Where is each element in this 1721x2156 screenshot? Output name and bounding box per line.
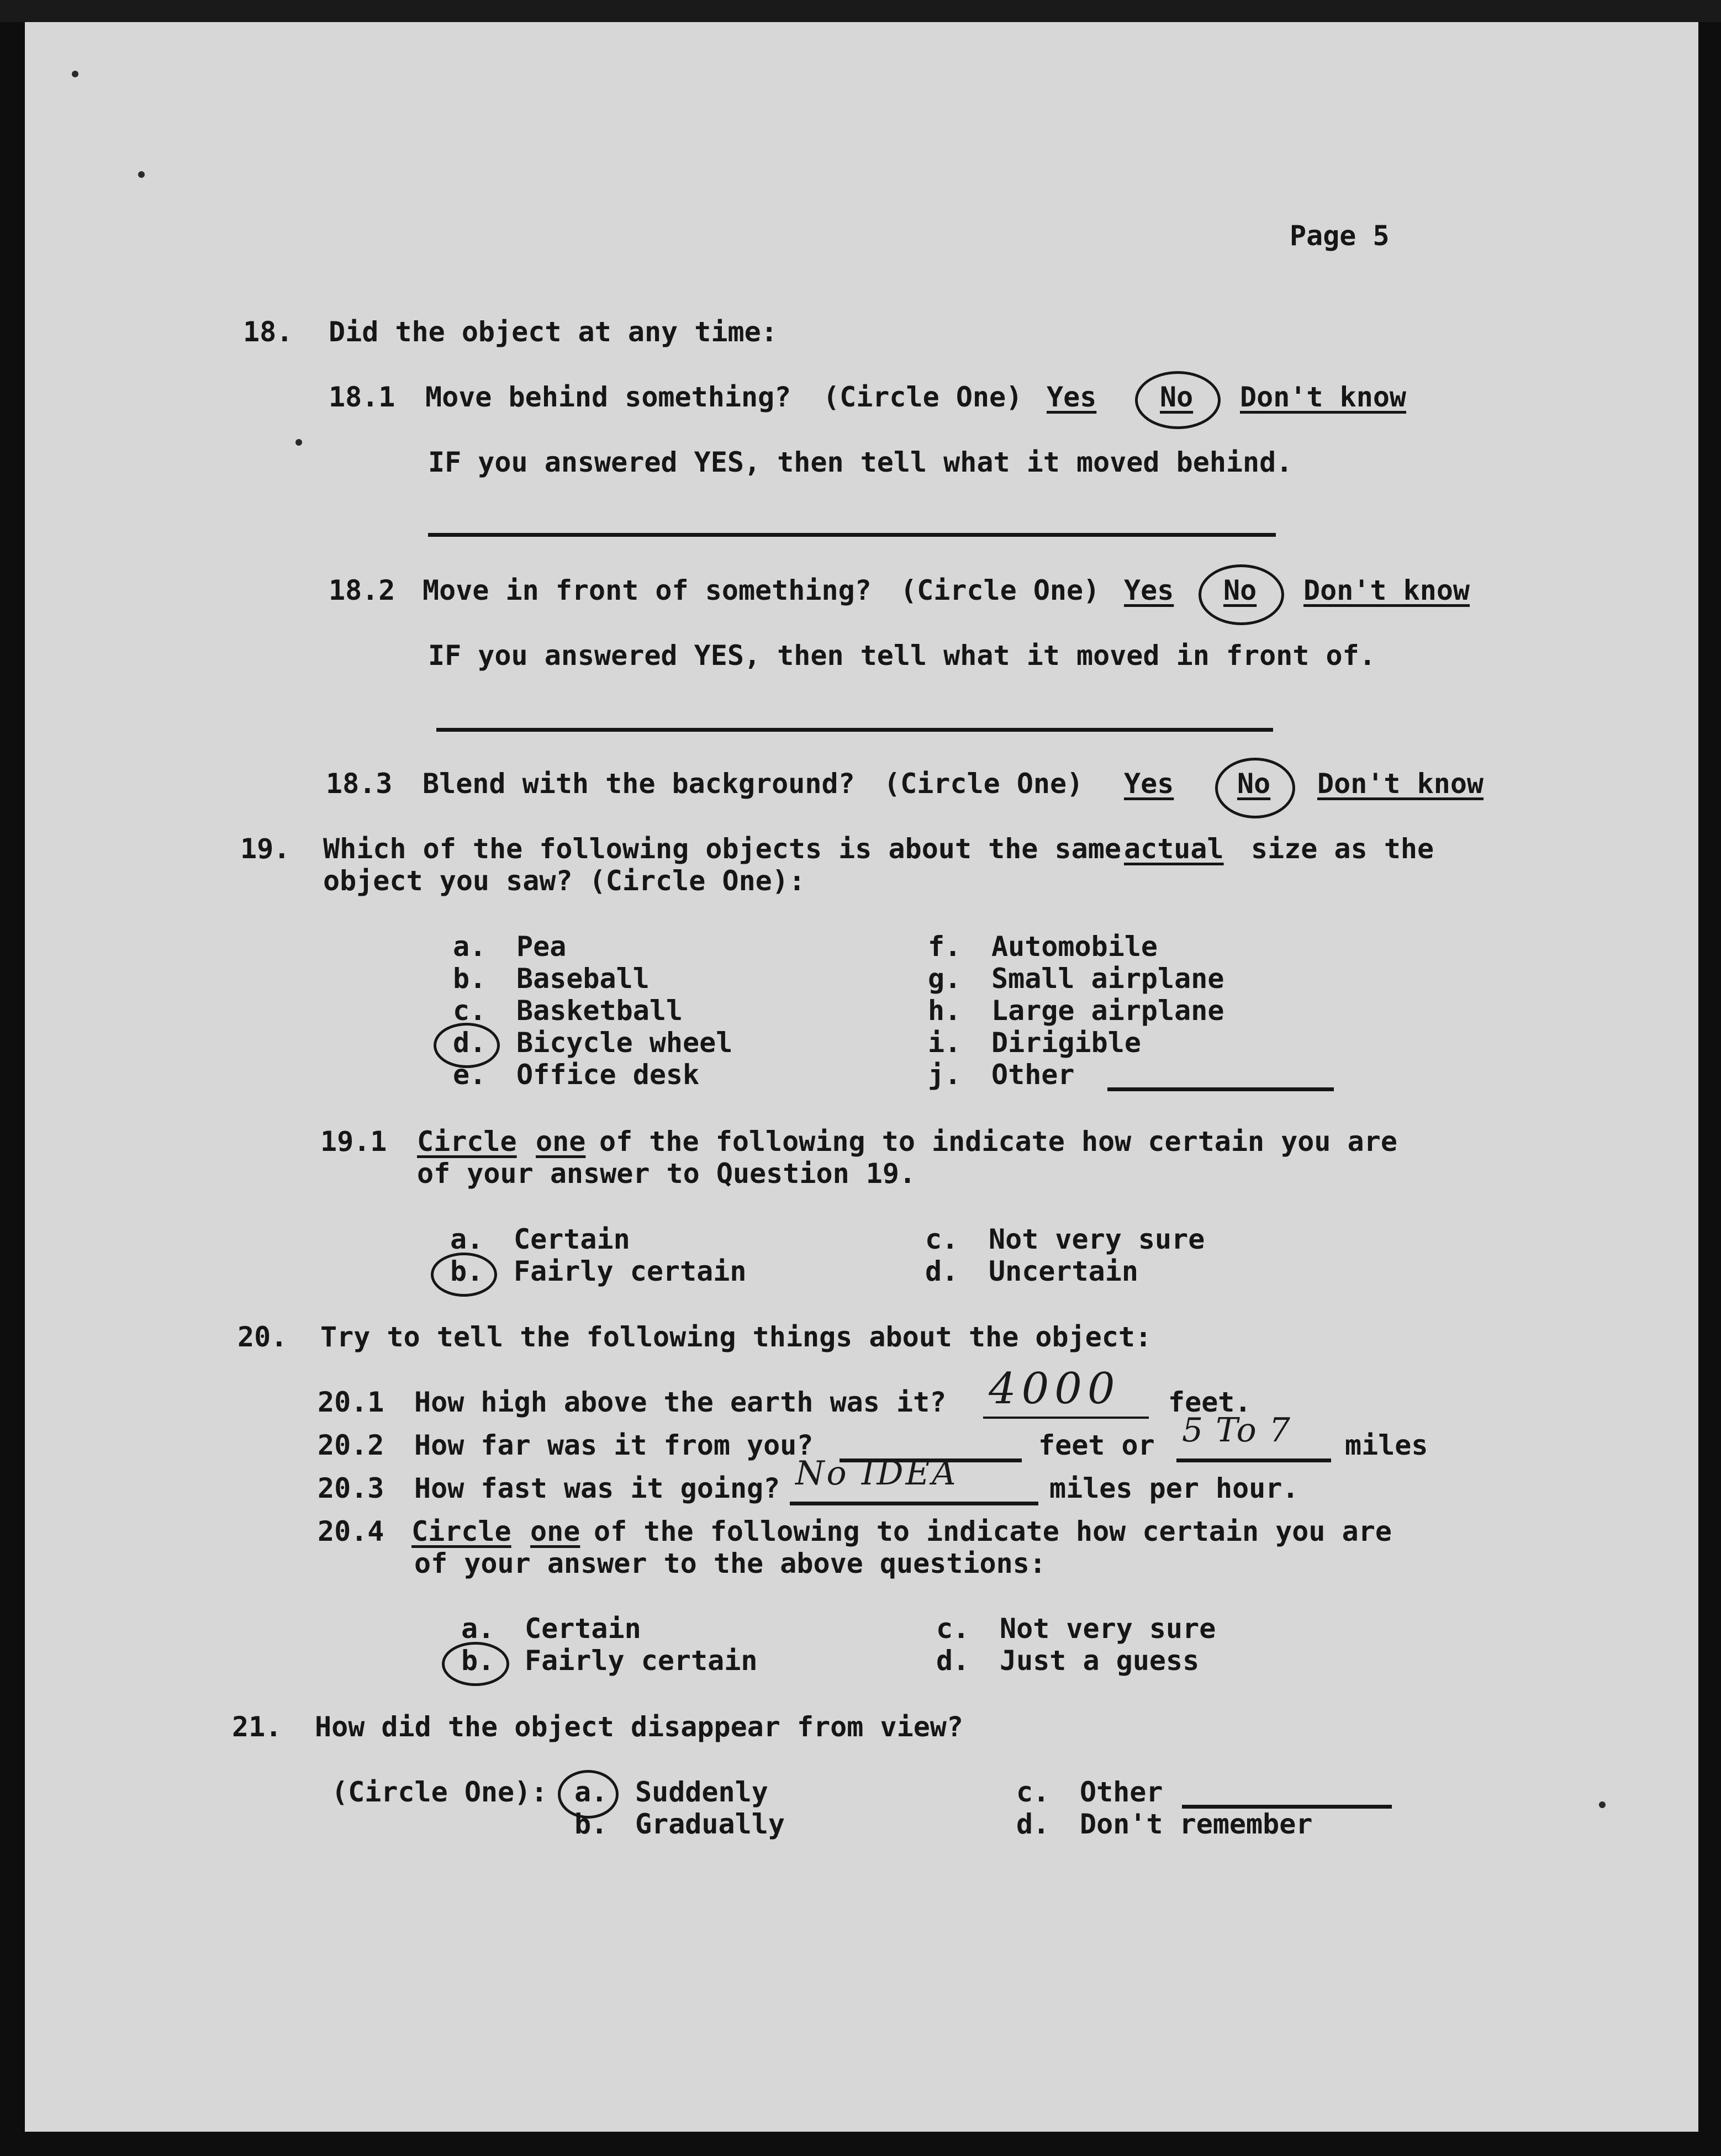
q20-2-number: 20.2 bbox=[318, 1429, 384, 1461]
scan-speck bbox=[1599, 1801, 1606, 1808]
q19-1-option-fairly-certain[interactable]: Fairly certain bbox=[514, 1255, 747, 1287]
q19-1-selection-circle bbox=[431, 1253, 497, 1297]
q20-2-handwritten-answer[interactable]: 5 To 7 bbox=[1182, 1411, 1291, 1450]
q19-option-bicycle-wheel[interactable]: Bicycle wheel bbox=[516, 1027, 733, 1059]
q18-2-selection-circle bbox=[1199, 564, 1284, 625]
q21-number: 21. bbox=[232, 1711, 282, 1743]
q19-1-option-uncertain[interactable]: Uncertain bbox=[989, 1255, 1138, 1287]
q19-option-letter: c. bbox=[453, 995, 487, 1027]
q21-option-letter: d. bbox=[1016, 1808, 1050, 1840]
q20-4-option-certain[interactable]: Certain bbox=[525, 1613, 641, 1645]
q19-option-basketball[interactable]: Basketball bbox=[516, 995, 683, 1027]
q18-number: 18. bbox=[243, 316, 293, 348]
q19-option-letter: a. bbox=[453, 931, 487, 963]
q20-4-option-letter: d. bbox=[936, 1645, 970, 1677]
q19-1-option-letter: a. bbox=[450, 1223, 484, 1255]
q18-1-option-yes[interactable]: Yes bbox=[1047, 381, 1097, 413]
q19-number: 19. bbox=[240, 833, 291, 865]
q18-3-number: 18.3 bbox=[326, 768, 393, 800]
q19-1-one-word: one bbox=[536, 1125, 586, 1158]
q19-1-option-letter: d. bbox=[925, 1255, 959, 1287]
q20-4-option-letter: b. bbox=[461, 1645, 495, 1677]
q19-1-text-line2: of your answer to Question 19. bbox=[417, 1158, 916, 1190]
q19-1-text: of the following to indicate how certain you are bbox=[599, 1125, 1397, 1158]
q19-option-large-airplane[interactable]: Large airplane bbox=[991, 995, 1224, 1027]
q18-2-option-yes[interactable]: Yes bbox=[1124, 574, 1174, 606]
q21-option-letter: b. bbox=[574, 1808, 608, 1840]
q20-4-text-line2: of your answer to the above questions: bbox=[414, 1547, 1046, 1579]
q21-option-letter: a. bbox=[574, 1776, 608, 1808]
q19-text-part1: Which of the following objects is about the same bbox=[323, 833, 1121, 865]
q19-text-emphasis: actual bbox=[1124, 833, 1224, 865]
q19-option-other[interactable]: Other bbox=[991, 1059, 1075, 1091]
q20-4-one-word: one bbox=[530, 1515, 580, 1547]
q18-text: Did the object at any time: bbox=[329, 316, 778, 348]
q20-3-number: 20.3 bbox=[318, 1472, 384, 1504]
q18-1-number: 18.1 bbox=[329, 381, 395, 413]
q21-option-other[interactable]: Other bbox=[1080, 1776, 1163, 1808]
q20-4-option-letter: c. bbox=[936, 1613, 970, 1645]
q20-1-handwritten-answer[interactable]: 4000 bbox=[989, 1364, 1121, 1414]
q19-1-circle-word: Circle bbox=[417, 1125, 517, 1158]
q20-2-text: How far was it from you? bbox=[414, 1429, 814, 1461]
q19-text-line2: object you saw? (Circle One): bbox=[323, 865, 805, 897]
q19-option-office-desk[interactable]: Office desk bbox=[516, 1059, 700, 1091]
q18-3-option-dont-know[interactable]: Don't know bbox=[1317, 768, 1484, 800]
q19-1-option-letter: b. bbox=[450, 1255, 484, 1287]
q18-3-option-yes[interactable]: Yes bbox=[1124, 768, 1174, 800]
q18-2-option-no[interactable]: No bbox=[1223, 574, 1257, 606]
q21-option-letter: c. bbox=[1016, 1776, 1050, 1808]
q20-4-option-fairly-certain[interactable]: Fairly certain bbox=[525, 1645, 758, 1677]
q20-3-handwritten-answer[interactable]: No IDEA bbox=[795, 1454, 958, 1493]
q18-2-option-dont-know[interactable]: Don't know bbox=[1303, 574, 1470, 606]
q18-3-text: Blend with the background? bbox=[423, 768, 855, 800]
q18-1-followup: IF you answered YES, then tell what it moved behind. bbox=[428, 446, 1293, 478]
q20-2-unit: miles bbox=[1345, 1429, 1428, 1461]
q21-option-gradually[interactable]: Gradually bbox=[635, 1808, 785, 1840]
q20-1-number: 20.1 bbox=[318, 1386, 384, 1418]
q19-1-number: 19.1 bbox=[320, 1125, 387, 1158]
q20-4-circle-word: Circle bbox=[411, 1515, 511, 1547]
q19-option-pea[interactable]: Pea bbox=[516, 931, 567, 963]
q19-option-letter: e. bbox=[453, 1059, 487, 1091]
q19-option-automobile[interactable]: Automobile bbox=[991, 931, 1158, 963]
q20-1-text: How high above the earth was it? bbox=[414, 1386, 947, 1418]
q19-option-small-airplane[interactable]: Small airplane bbox=[991, 963, 1224, 995]
q18-1-selection-circle bbox=[1135, 371, 1221, 429]
q19-option-letter: j. bbox=[928, 1059, 962, 1091]
q20-4-option-letter: a. bbox=[461, 1613, 495, 1645]
q20-4-selection-circle bbox=[442, 1642, 509, 1686]
q19-option-dirigible[interactable]: Dirigible bbox=[991, 1027, 1141, 1059]
q19-option-letter: g. bbox=[928, 963, 962, 995]
q21-option-dont-remember[interactable]: Don't remember bbox=[1080, 1808, 1313, 1840]
q21-text: How did the object disappear from view? bbox=[315, 1711, 963, 1743]
q20-3-text: How fast was it going? bbox=[414, 1472, 780, 1504]
q20-4-option-not-very-sure[interactable]: Not very sure bbox=[1000, 1613, 1216, 1645]
q21-circle-instruction: (Circle One): bbox=[331, 1776, 548, 1808]
q19-1-option-letter: c. bbox=[925, 1223, 959, 1255]
q19-1-option-not-very-sure[interactable]: Not very sure bbox=[989, 1223, 1205, 1255]
q18-2-circle-instruction: (Circle One) bbox=[900, 574, 1100, 606]
scan-speck bbox=[72, 71, 78, 77]
q20-3-unit: miles per hour. bbox=[1049, 1472, 1299, 1504]
q19-option-letter: f. bbox=[928, 931, 962, 963]
scan-speck bbox=[138, 171, 145, 178]
page-number: Page 5 bbox=[1290, 220, 1390, 252]
q18-2-text: Move in front of something? bbox=[423, 574, 872, 606]
q19-option-baseball[interactable]: Baseball bbox=[516, 963, 650, 995]
q18-2-answer-line[interactable] bbox=[436, 728, 1273, 732]
q18-1-text: Move behind something? bbox=[425, 381, 791, 413]
q21-option-suddenly[interactable]: Suddenly bbox=[635, 1776, 768, 1808]
q19-option-letter: i. bbox=[928, 1027, 962, 1059]
q20-4-text: of the following to indicate how certain you are bbox=[594, 1515, 1392, 1547]
q19-1-option-certain[interactable]: Certain bbox=[514, 1223, 630, 1255]
q19-text-part2: size as the bbox=[1251, 833, 1434, 865]
scan-border bbox=[0, 0, 1721, 22]
q20-3-answer-line[interactable] bbox=[790, 1502, 1038, 1505]
q18-2-followup: IF you answered YES, then tell what it moved in front of. bbox=[428, 640, 1376, 672]
q19-option-letter: d. bbox=[453, 1027, 487, 1059]
q20-text: Try to tell the following things about the object: bbox=[320, 1321, 1152, 1353]
q20-4-number: 20.4 bbox=[318, 1515, 384, 1547]
q18-3-option-no[interactable]: No bbox=[1237, 768, 1271, 800]
q18-1-option-dont-know[interactable]: Don't know bbox=[1240, 381, 1407, 413]
q20-number: 20. bbox=[237, 1321, 288, 1353]
q18-1-option-no[interactable]: No bbox=[1160, 381, 1194, 413]
q19-other-answer-line[interactable] bbox=[1107, 1087, 1334, 1091]
q18-3-selection-circle bbox=[1215, 758, 1295, 818]
q19-option-letter: b. bbox=[453, 963, 487, 995]
q18-3-circle-instruction: (Circle One) bbox=[884, 768, 1084, 800]
q20-1-answer-line[interactable] bbox=[983, 1417, 1149, 1419]
q19-option-letter: h. bbox=[928, 995, 962, 1027]
q18-1-answer-line[interactable] bbox=[428, 533, 1276, 537]
q20-1-unit: feet. bbox=[1168, 1386, 1252, 1418]
scan-speck bbox=[295, 439, 302, 446]
q20-2-mid: feet or bbox=[1038, 1429, 1155, 1461]
q18-2-number: 18.2 bbox=[329, 574, 395, 606]
q20-2-miles-answer-line[interactable] bbox=[1176, 1459, 1331, 1462]
q20-4-option-just-a-guess[interactable]: Just a guess bbox=[1000, 1645, 1200, 1677]
q18-1-circle-instruction: (Circle One) bbox=[823, 381, 1023, 413]
